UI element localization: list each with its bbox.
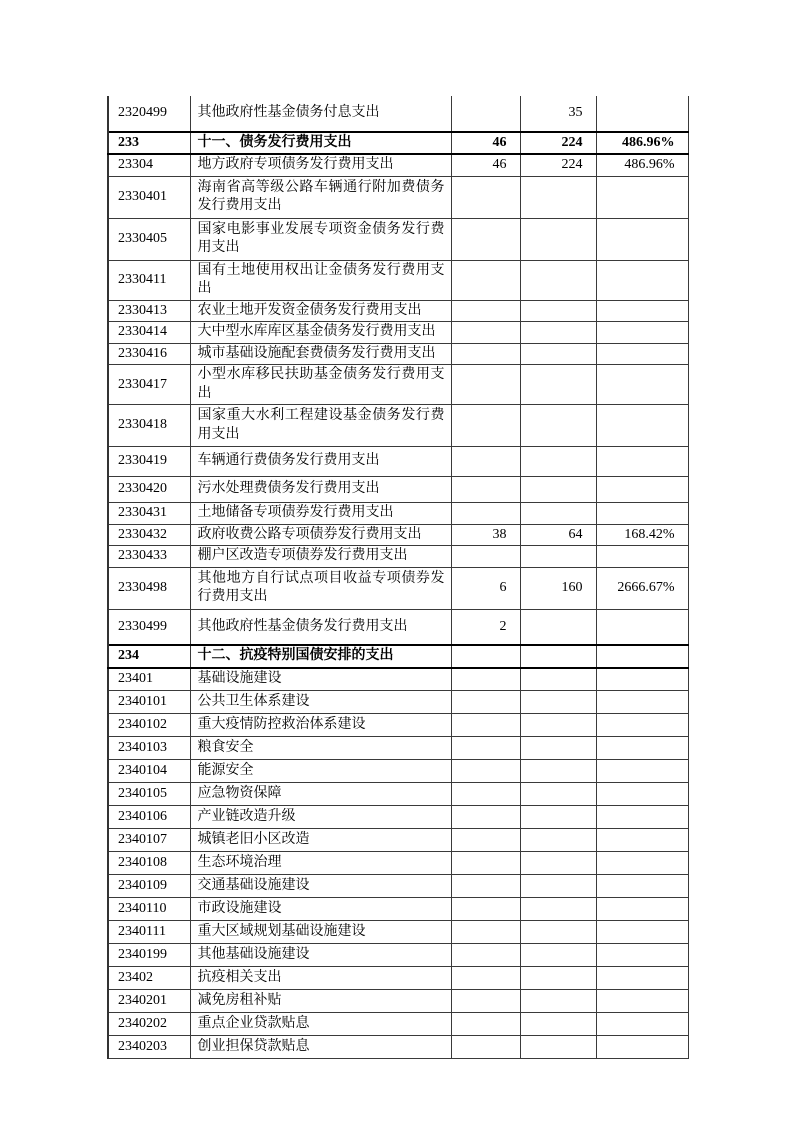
table-row — [108, 990, 688, 1013]
item-name-cell: 农业土地开发资金债务发行费用支出 — [190, 300, 451, 321]
value-col2-cell — [520, 921, 596, 944]
value-col2-cell — [520, 176, 596, 218]
table-row — [108, 154, 688, 176]
item-name-cell: 基础设施建设 — [190, 668, 451, 691]
value-col1-cell — [451, 405, 520, 447]
value-col1-cell — [451, 645, 520, 667]
value-col1-cell — [451, 967, 520, 990]
item-name-cell: 城市基础设施配套费债务发行费用支出 — [190, 343, 451, 364]
percent-cell — [596, 668, 688, 691]
table-row — [108, 944, 688, 967]
percent-cell — [596, 322, 688, 343]
value-col2-cell — [520, 852, 596, 875]
code-cell: 2330414 — [108, 322, 190, 343]
code-cell: 2340107 — [108, 829, 190, 852]
value-col1-cell: 2 — [451, 609, 520, 645]
value-col1-cell — [451, 760, 520, 783]
percent-cell — [596, 783, 688, 806]
value-col1-cell: 38 — [451, 524, 520, 545]
table-row — [108, 176, 688, 218]
percent-cell — [596, 503, 688, 524]
code-cell: 23304 — [108, 154, 190, 176]
table-row — [108, 783, 688, 806]
percent-cell — [596, 990, 688, 1013]
value-col1-cell — [451, 503, 520, 524]
value-col2-cell — [520, 714, 596, 737]
code-cell: 2340203 — [108, 1036, 190, 1059]
value-col2-cell — [520, 477, 596, 503]
item-name-cell: 十一、债务发行费用支出 — [190, 132, 451, 154]
percent-cell — [596, 365, 688, 405]
value-col2-cell — [520, 503, 596, 524]
table-row — [108, 967, 688, 990]
value-col1-cell: 46 — [451, 132, 520, 154]
table-row — [108, 852, 688, 875]
code-cell: 2330417 — [108, 365, 190, 405]
code-cell: 2340102 — [108, 714, 190, 737]
value-col2-cell — [520, 260, 596, 300]
value-col1-cell — [451, 921, 520, 944]
table-row — [108, 524, 688, 545]
item-name-cell: 能源安全 — [190, 760, 451, 783]
table-row — [108, 714, 688, 737]
item-name-cell: 应急物资保障 — [190, 783, 451, 806]
value-col2-cell — [520, 405, 596, 447]
percent-cell — [596, 737, 688, 760]
percent-cell — [596, 967, 688, 990]
item-name-cell: 其他地方自行试点项目收益专项债券发行费用支出 — [190, 567, 451, 609]
section-header-row — [108, 132, 688, 154]
table-row — [108, 806, 688, 829]
percent-cell — [596, 714, 688, 737]
item-name-cell: 创业担保贷款贴息 — [190, 1036, 451, 1059]
percent-cell — [596, 609, 688, 645]
value-col2-cell — [520, 343, 596, 364]
value-col1-cell — [451, 783, 520, 806]
value-col1-cell — [451, 365, 520, 405]
percent-cell — [596, 691, 688, 714]
table-row — [108, 609, 688, 645]
percent-cell: 168.42% — [596, 524, 688, 545]
item-name-cell: 重大疫情防控救治体系建设 — [190, 714, 451, 737]
value-col1-cell — [451, 714, 520, 737]
table-row — [108, 829, 688, 852]
item-name-cell: 国家电影事业发展专项资金债务发行费用支出 — [190, 218, 451, 260]
code-cell: 2330418 — [108, 405, 190, 447]
value-col2-cell — [520, 829, 596, 852]
percent-cell — [596, 1036, 688, 1059]
value-col1-cell — [451, 322, 520, 343]
value-col2-cell: 224 — [520, 154, 596, 176]
code-cell: 2330413 — [108, 300, 190, 321]
item-name-cell: 土地储备专项债券发行费用支出 — [190, 503, 451, 524]
item-name-cell: 市政设施建设 — [190, 898, 451, 921]
value-col2-cell — [520, 218, 596, 260]
percent-cell — [596, 645, 688, 667]
percent-cell: 486.96% — [596, 154, 688, 176]
value-col2-cell — [520, 645, 596, 667]
value-col2-cell: 35 — [520, 96, 596, 132]
value-col1-cell — [451, 668, 520, 691]
item-name-cell: 城镇老旧小区改造 — [190, 829, 451, 852]
code-cell: 2340202 — [108, 1013, 190, 1036]
item-name-cell: 海南省高等级公路车辆通行附加费债务发行费用支出 — [190, 176, 451, 218]
code-cell: 2340103 — [108, 737, 190, 760]
code-cell: 2330431 — [108, 503, 190, 524]
value-col2-cell — [520, 1036, 596, 1059]
item-name-cell: 国有土地使用权出让金债务发行费用支出 — [190, 260, 451, 300]
percent-cell — [596, 1013, 688, 1036]
percent-cell — [596, 477, 688, 503]
table-row — [108, 503, 688, 524]
value-col2-cell — [520, 875, 596, 898]
table-row — [108, 546, 688, 567]
item-name-cell: 重点企业贷款贴息 — [190, 1013, 451, 1036]
table-row — [108, 691, 688, 714]
table-row — [108, 875, 688, 898]
item-name-cell: 抗疫相关支出 — [190, 967, 451, 990]
item-name-cell: 其他政府性基金债务发行费用支出 — [190, 609, 451, 645]
value-col2-cell — [520, 898, 596, 921]
value-col2-cell — [520, 447, 596, 477]
value-col2-cell — [520, 944, 596, 967]
percent-cell — [596, 875, 688, 898]
code-cell: 2340109 — [108, 875, 190, 898]
code-cell: 2340199 — [108, 944, 190, 967]
item-name-cell: 粮食安全 — [190, 737, 451, 760]
value-col2-cell — [520, 1013, 596, 1036]
value-col2-cell — [520, 546, 596, 567]
value-col1-cell — [451, 447, 520, 477]
code-cell: 2330419 — [108, 447, 190, 477]
item-name-cell: 棚户区改造专项债券发行费用支出 — [190, 546, 451, 567]
item-name-cell: 地方政府专项债务发行费用支出 — [190, 154, 451, 176]
percent-cell — [596, 300, 688, 321]
value-col1-cell — [451, 300, 520, 321]
value-col1-cell — [451, 898, 520, 921]
item-name-cell: 小型水库移民扶助基金债务发行费用支出 — [190, 365, 451, 405]
percent-cell: 486.96% — [596, 132, 688, 154]
percent-cell — [596, 852, 688, 875]
table-row — [108, 300, 688, 321]
table-row — [108, 218, 688, 260]
value-col1-cell — [451, 1036, 520, 1059]
code-cell: 2330499 — [108, 609, 190, 645]
code-cell: 234 — [108, 645, 190, 667]
percent-cell — [596, 343, 688, 364]
percent-cell — [596, 806, 688, 829]
value-col1-cell — [451, 691, 520, 714]
code-cell: 2330433 — [108, 546, 190, 567]
table-row — [108, 343, 688, 364]
value-col1-cell — [451, 990, 520, 1013]
table-row — [108, 96, 688, 132]
table-row — [108, 322, 688, 343]
value-col2-cell — [520, 806, 596, 829]
table-row — [108, 760, 688, 783]
percent-cell: 2666.67% — [596, 567, 688, 609]
item-name-cell: 污水处理费债务发行费用支出 — [190, 477, 451, 503]
table-row — [108, 365, 688, 405]
code-cell: 2330405 — [108, 218, 190, 260]
code-cell: 2320499 — [108, 96, 190, 132]
item-name-cell: 其他基础设施建设 — [190, 944, 451, 967]
table-row — [108, 405, 688, 447]
percent-cell — [596, 405, 688, 447]
value-col2-cell — [520, 322, 596, 343]
value-col2-cell — [520, 737, 596, 760]
percent-cell — [596, 176, 688, 218]
percent-cell — [596, 760, 688, 783]
item-name-cell: 重大区域规划基础设施建设 — [190, 921, 451, 944]
value-col2-cell — [520, 783, 596, 806]
value-col2-cell: 224 — [520, 132, 596, 154]
value-col2-cell — [520, 300, 596, 321]
table-row — [108, 668, 688, 691]
value-col1-cell — [451, 176, 520, 218]
value-col2-cell — [520, 967, 596, 990]
item-name-cell: 十二、抗疫特别国债安排的支出 — [190, 645, 451, 667]
value-col1-cell — [451, 343, 520, 364]
value-col2-cell — [520, 609, 596, 645]
percent-cell — [596, 898, 688, 921]
code-cell: 2330432 — [108, 524, 190, 545]
value-col1-cell — [451, 546, 520, 567]
item-name-cell: 国家重大水利工程建设基金债务发行费用支出 — [190, 405, 451, 447]
percent-cell — [596, 260, 688, 300]
table-row — [108, 921, 688, 944]
section-header-row — [108, 645, 688, 667]
value-col1-cell: 6 — [451, 567, 520, 609]
code-cell: 2340105 — [108, 783, 190, 806]
table-row — [108, 567, 688, 609]
table-row — [108, 447, 688, 477]
code-cell: 23401 — [108, 668, 190, 691]
item-name-cell: 交通基础设施建设 — [190, 875, 451, 898]
code-cell: 2340104 — [108, 760, 190, 783]
code-cell: 2330411 — [108, 260, 190, 300]
table-row — [108, 898, 688, 921]
percent-cell — [596, 944, 688, 967]
value-col1-cell — [451, 96, 520, 132]
code-cell: 2330401 — [108, 176, 190, 218]
code-cell: 2340201 — [108, 990, 190, 1013]
percent-cell — [596, 447, 688, 477]
percent-cell — [596, 218, 688, 260]
item-name-cell: 减免房租补贴 — [190, 990, 451, 1013]
code-cell: 2330416 — [108, 343, 190, 364]
percent-cell — [596, 921, 688, 944]
code-cell: 2340110 — [108, 898, 190, 921]
value-col2-cell — [520, 668, 596, 691]
value-col2-cell — [520, 990, 596, 1013]
code-cell: 2340101 — [108, 691, 190, 714]
percent-cell — [596, 96, 688, 132]
code-cell: 2330498 — [108, 567, 190, 609]
value-col2-cell — [520, 691, 596, 714]
budget-table — [107, 96, 689, 1059]
value-col1-cell — [451, 852, 520, 875]
value-col2-cell: 160 — [520, 567, 596, 609]
item-name-cell: 车辆通行费债务发行费用支出 — [190, 447, 451, 477]
item-name-cell: 政府收费公路专项债券发行费用支出 — [190, 524, 451, 545]
code-cell: 2340106 — [108, 806, 190, 829]
value-col1-cell — [451, 944, 520, 967]
code-cell: 23402 — [108, 967, 190, 990]
code-cell: 2340108 — [108, 852, 190, 875]
table-body — [108, 96, 688, 1059]
item-name-cell: 公共卫生体系建设 — [190, 691, 451, 714]
table-row — [108, 477, 688, 503]
value-col1-cell — [451, 829, 520, 852]
value-col1-cell — [451, 218, 520, 260]
value-col2-cell — [520, 365, 596, 405]
value-col1-cell — [451, 737, 520, 760]
value-col1-cell: 46 — [451, 154, 520, 176]
value-col2-cell: 64 — [520, 524, 596, 545]
item-name-cell: 生态环境治理 — [190, 852, 451, 875]
value-col1-cell — [451, 260, 520, 300]
value-col2-cell — [520, 760, 596, 783]
table-row — [108, 1036, 688, 1059]
table-row — [108, 1013, 688, 1036]
table-row — [108, 737, 688, 760]
value-col1-cell — [451, 875, 520, 898]
code-cell: 233 — [108, 132, 190, 154]
value-col1-cell — [451, 806, 520, 829]
percent-cell — [596, 829, 688, 852]
item-name-cell: 其他政府性基金债务付息支出 — [190, 96, 451, 132]
table-row — [108, 260, 688, 300]
item-name-cell: 大中型水库库区基金债务发行费用支出 — [190, 322, 451, 343]
code-cell: 2330420 — [108, 477, 190, 503]
value-col1-cell — [451, 1013, 520, 1036]
item-name-cell: 产业链改造升级 — [190, 806, 451, 829]
code-cell: 2340111 — [108, 921, 190, 944]
value-col1-cell — [451, 477, 520, 503]
percent-cell — [596, 546, 688, 567]
